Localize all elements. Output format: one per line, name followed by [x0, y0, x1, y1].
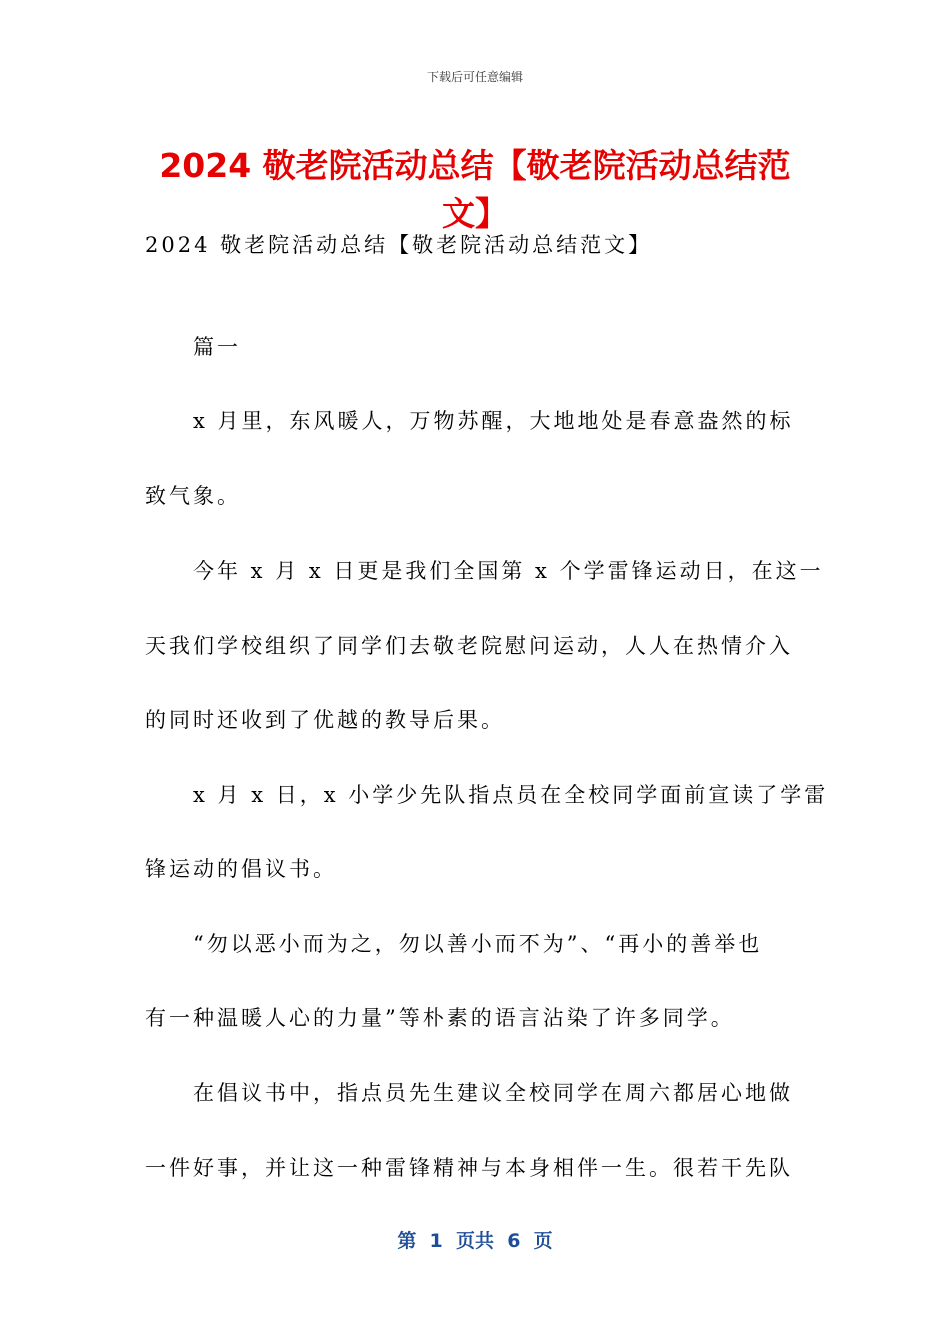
paragraph-line: “勿以恶小而为之，勿以善小而不为”、“再小的善举也	[193, 932, 763, 956]
header-note: 下载后可任意编辑	[426, 70, 523, 84]
paragraph-line: x 月里，东风暖人，万物苏醒，大地地处是春意盎然的标	[193, 409, 794, 433]
page-number-footer: 第 1 页共 6 页	[397, 1230, 553, 1252]
paragraph-line: x 月 x 日，x 小学少先队指点员在全校同学面前宣读了学雷	[193, 783, 829, 807]
document-title	[150, 142, 800, 238]
paragraph-line: 致气象。	[145, 484, 241, 508]
paragraph-line: 今年 x 月 x 日更是我们全国第 x 个学雷锋运动日，在这一	[193, 559, 824, 583]
paragraph-line: 天我们学校组织了同学们去敬老院慰问运动，人人在热情介入	[145, 634, 793, 658]
paragraph-line: 一件好事，并让这一种雷锋精神与本身相伴一生。很若干先队	[145, 1156, 793, 1180]
paragraph-line: 的同时还收到了优越的教导后果。	[145, 708, 505, 732]
title-line-1: 2024 敬老院活动总结【敬老院活动总结范	[159, 146, 791, 185]
paragraph-line: 在倡议书中，指点员先生建议全校同学在周六都居心地做	[193, 1081, 793, 1105]
subtitle-line: 2024 敬老院活动总结【敬老院活动总结范文】	[145, 233, 653, 257]
section-heading: 篇一	[193, 335, 241, 359]
title-line-2: 文】	[442, 194, 508, 233]
paragraph-line: 有一种温暖人心的力量”等朴素的语言沾染了许多同学。	[145, 1006, 735, 1030]
paragraph-line: 锋运动的倡议书。	[145, 857, 337, 881]
